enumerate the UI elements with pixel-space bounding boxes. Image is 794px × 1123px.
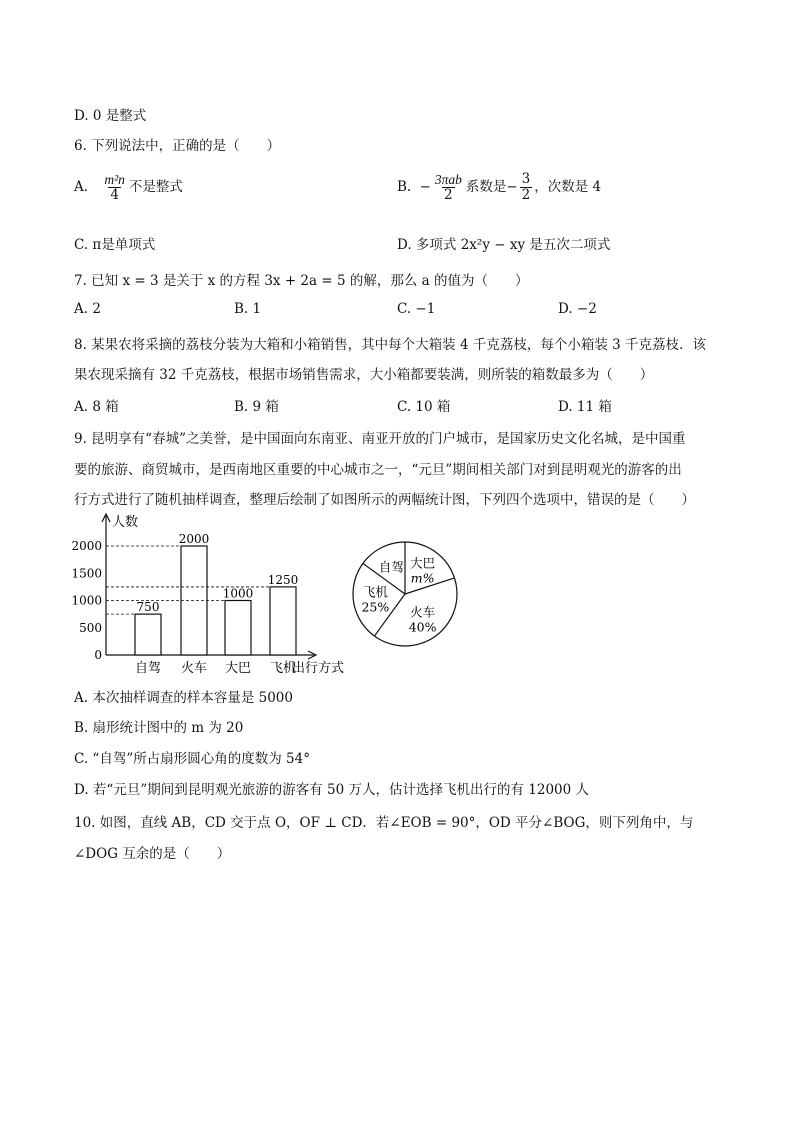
q7-option-a: A. 2 (74, 301, 101, 317)
q8-line1: 8. 某果农将采摘的荔枝分装为大箱和小箱销售，其中每个大箱装 4 千克荔枝，每个小箱装 3 千克荔枝．该 (74, 337, 707, 353)
pie-slice-label: 飞机 (362, 584, 388, 600)
q7-stem: 7. 已知 x = 3 是关于 x 的方程 3x + 2a = 5 的解，那么 a 的值为（ ） (74, 273, 529, 289)
q10-line2: ∠DOG 互余的是（ ） (74, 846, 231, 862)
q6-option-d: D. 多项式 2x²y − xy 是五次二项式 (397, 237, 611, 253)
bar-data-label: 750 (136, 600, 160, 615)
q7-option-c: C. −1 (397, 301, 436, 317)
q6-option-a (74, 172, 183, 203)
x-tick-label: 大巴 (224, 661, 252, 676)
q8-option-b: B. 9 箱 (234, 399, 279, 415)
y-tick-label: 1000 (71, 593, 102, 608)
q6-b-den: 2 (444, 187, 453, 203)
q9-option-d: D. 若“元旦”期间到昆明观光旅游的游客有 50 万人，估计选择飞机出行的有 12000 人 (74, 782, 590, 798)
q7-option-d: D. −2 (558, 301, 597, 317)
q9-option-c: C. “自驾”所占扇形圆心角的度数为 54° (74, 751, 310, 767)
q6-b-num2: 3 (521, 171, 531, 187)
q6-b-mid: 系数是− (465, 179, 518, 195)
q9-option-a: A. 本次抽样调查的样本容量是 5000 (74, 690, 293, 706)
x-tick-label: 飞机 (269, 661, 297, 676)
y-tick-label: 1500 (71, 566, 102, 581)
x-axis-label: 出行方式 (292, 661, 345, 676)
y-tick-label: 500 (79, 620, 102, 635)
q6-b-prefix: B. (397, 179, 412, 195)
q10-line1: 10. 如图，直线 AB，CD 交于点 O，OF ⊥ CD．若∠EOB = 90°，OD 平分∠BOG，则下列角中，与 (74, 815, 694, 831)
q6-option-b (397, 172, 601, 203)
q6-a-den: 4 (110, 187, 119, 203)
y-tick-label: 0 (94, 648, 102, 662)
bar (135, 614, 161, 655)
q5-option-d: D. 0 是整式 (74, 108, 147, 124)
pie-slice-value: 40% (408, 619, 437, 635)
pie-slice-label: 大巴 (410, 555, 436, 571)
q6-b-den2: 2 (521, 187, 531, 203)
pie-slice-label: 火车 (410, 604, 436, 620)
y-tick-label: 2000 (71, 539, 102, 553)
pie-slice-value: m% (410, 570, 435, 586)
q8-option-c: C. 10 箱 (397, 399, 451, 415)
bar-data-label: 1000 (222, 586, 254, 601)
q6-b-fraction2 (520, 172, 533, 203)
q6-stem: 6. 下列说法中，正确的是（ ） (74, 138, 281, 154)
y-axis-label: 人数 (112, 515, 139, 530)
pie-slice-label: 自驾 (378, 559, 404, 575)
q7-option-b: B. 1 (234, 301, 262, 317)
x-tick-label: 火车 (180, 661, 208, 676)
bar-chart (70, 508, 360, 683)
q6-a-prefix: A. (74, 179, 89, 195)
bar (270, 587, 296, 655)
q6-a-num: m²n (104, 172, 125, 187)
bar-data-label: 2000 (178, 532, 210, 546)
pie-slice-value: 25% (361, 599, 390, 615)
bar-data-label: 1250 (267, 572, 299, 587)
q6-b-num: 3πab (434, 172, 462, 187)
q9-option-b: B. 扇形统计图中的 m 为 20 (74, 720, 244, 736)
q6-a-fraction (102, 172, 127, 203)
q9-line1: 9. 昆明享有“春城”之美誉，是中国面向东南亚、南亚开放的门户城市，是国家历史文化名城，是中国重 (74, 431, 686, 447)
q6-b-fraction (433, 172, 464, 203)
q8-option-d: D. 11 箱 (558, 399, 612, 415)
q6-b-minus: − (419, 179, 431, 195)
q6-option-c: C. π是单项式 (74, 237, 156, 253)
q8-option-a: A. 8 箱 (74, 399, 119, 415)
q9-line2: 要的旅游、商贸城市，是西南地区重要的中心城市之一，“元旦”期间相关部门对到昆明观光的游客的出 (74, 462, 682, 478)
q6-b-text: ，次数是 4 (534, 179, 602, 195)
q6-a-text: 不是整式 (128, 179, 183, 195)
q8-line2: 果农现采摘有 32 千克荔枝，根据市场销售需求，大小箱都要装满，则所装的箱数最多为（ ） (74, 367, 654, 383)
x-tick-label: 自驾 (134, 661, 162, 676)
q9-line3: 行方式进行了随机抽样调查，整理后绘制了如图所示的两幅统计图，下列四个选项中，错误的是（ ） (74, 492, 695, 508)
bar (225, 601, 251, 656)
pie-chart (348, 522, 463, 662)
